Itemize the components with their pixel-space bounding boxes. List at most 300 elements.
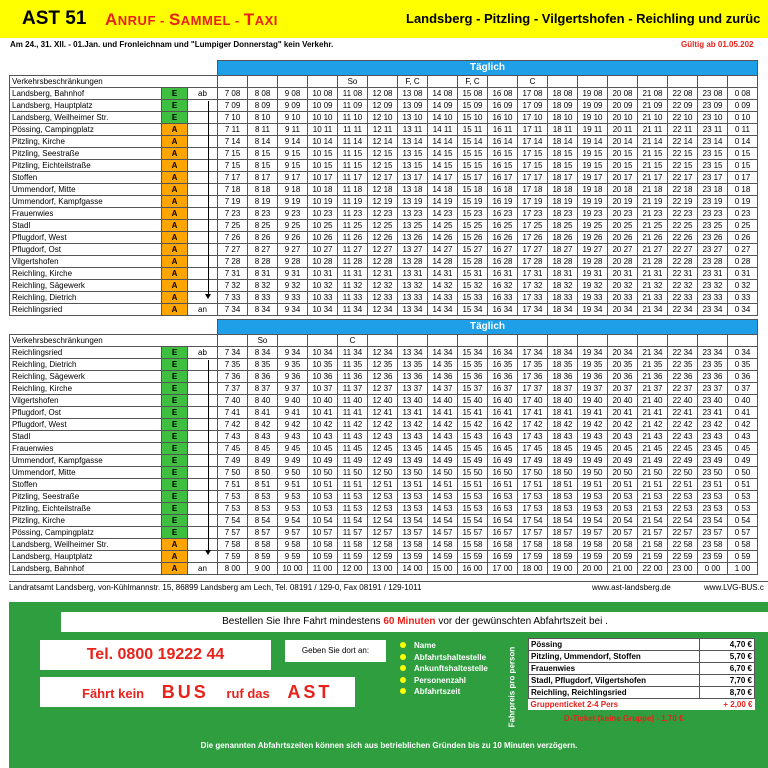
departure-time: 13 18: [398, 184, 428, 196]
departure-time: 13 10: [398, 112, 428, 124]
departure-time: 13 34: [398, 347, 428, 359]
departure-time: 10 59: [308, 551, 338, 563]
departure-time: 14 58: [428, 539, 458, 551]
departure-time: 20 42: [608, 419, 638, 431]
info-list-item: [400, 640, 488, 652]
departure-time: 12 14: [368, 136, 398, 148]
direction-arrow-line: [208, 360, 209, 552]
departure-time: 16 09: [488, 100, 518, 112]
stop-type-badge: E: [162, 443, 188, 455]
departure-time: 23 43: [698, 431, 728, 443]
departure-time: 13 53: [398, 503, 428, 515]
departure-time: 21 09: [638, 100, 668, 112]
departure-time: 8 15: [248, 148, 278, 160]
departure-time: 7 15: [218, 148, 248, 160]
departure-time: 16 41: [488, 407, 518, 419]
departure-time: 23 17: [698, 172, 728, 184]
departure-time: 18 35: [548, 359, 578, 371]
departure-time: 21 23: [638, 208, 668, 220]
departure-time: 19 53: [578, 503, 608, 515]
departure-time: 16 23: [488, 208, 518, 220]
bullet-dot-icon: [400, 677, 406, 683]
departure-time: 23 11: [698, 124, 728, 136]
restriction-cell: [458, 335, 488, 347]
stop-type-badge: A: [162, 304, 188, 316]
departure-time: 21 11: [638, 124, 668, 136]
departure-time: 19 35: [578, 359, 608, 371]
departure-time: 16 08: [488, 88, 518, 100]
departure-time: 15 37: [458, 383, 488, 395]
departure-time: 20 51: [608, 479, 638, 491]
departure-time: 9 59: [278, 551, 308, 563]
direction-marker: [188, 184, 218, 196]
departure-time: 15 18: [458, 184, 488, 196]
departure-time: 15 33: [458, 292, 488, 304]
departure-time: 10 40: [308, 395, 338, 407]
order-minutes: 60 Minuten: [383, 616, 436, 627]
departure-time: 18 33: [548, 292, 578, 304]
departure-time: 14 57: [428, 527, 458, 539]
restriction-cell: [638, 335, 668, 347]
departure-time: 0 53: [728, 491, 758, 503]
departure-time: 18 37: [548, 383, 578, 395]
restriction-cell: [368, 76, 398, 88]
stop-type-badge: A: [162, 292, 188, 304]
departure-time: 7 49: [218, 455, 248, 467]
departure-time: 8 15: [248, 160, 278, 172]
departure-time: 18 34: [548, 347, 578, 359]
departure-time: 19 40: [578, 395, 608, 407]
departure-time: 14 45: [428, 443, 458, 455]
table-row: [10, 467, 758, 479]
departure-time: 8 42: [248, 419, 278, 431]
departure-time: 23 08: [698, 88, 728, 100]
departure-time: 14 10: [428, 112, 458, 124]
departure-time: 14 54: [428, 515, 458, 527]
departure-time: 11 43: [338, 431, 368, 443]
stop-name: Pflugdorf, Ost: [10, 407, 162, 419]
departure-time: 23 33: [698, 292, 728, 304]
stop-name: Stoffen: [10, 479, 162, 491]
departure-time: 19 00: [548, 563, 578, 575]
departure-time: 21 34: [638, 347, 668, 359]
departure-time: 22 58: [668, 539, 698, 551]
departure-time: 19 25: [578, 220, 608, 232]
departure-time: 22 00: [638, 563, 668, 575]
departure-time: 22 43: [668, 431, 698, 443]
departure-time: 7 57: [218, 527, 248, 539]
restriction-cell: [398, 335, 428, 347]
departure-time: 20 31: [608, 268, 638, 280]
departure-time: 0 57: [728, 527, 758, 539]
departure-time: 16 27: [488, 244, 518, 256]
bullet-dot-icon: [400, 654, 406, 660]
departure-time: 19 32: [578, 280, 608, 292]
departure-time: 23 00: [668, 563, 698, 575]
departure-time: 8 14: [248, 136, 278, 148]
departure-time: 21 25: [638, 220, 668, 232]
departure-time: 14 59: [428, 551, 458, 563]
table-row: [10, 208, 758, 220]
restriction-cell: C: [518, 76, 548, 88]
departure-time: 9 26: [278, 232, 308, 244]
departure-time: 17 34: [518, 347, 548, 359]
departure-time: 23 54: [698, 515, 728, 527]
departure-time: 9 08: [278, 88, 308, 100]
departure-time: 8 34: [248, 347, 278, 359]
stop-name: Reichling, Sägewerk: [10, 280, 162, 292]
departure-time: 10 15: [308, 160, 338, 172]
direction-marker: [188, 395, 218, 407]
departure-time: 13 27: [398, 244, 428, 256]
departure-time: 23 37: [698, 383, 728, 395]
direction-marker: [188, 292, 218, 304]
departure-time: 17 49: [518, 455, 548, 467]
departure-time: 18 27: [548, 244, 578, 256]
stop-type-badge: A: [162, 268, 188, 280]
departure-time: 17 25: [518, 220, 548, 232]
departure-time: 18 59: [548, 551, 578, 563]
departure-time: 12 19: [368, 196, 398, 208]
departure-time: 13 19: [398, 196, 428, 208]
departure-time: 10 58: [308, 539, 338, 551]
departure-time: 7 10: [218, 112, 248, 124]
departure-time: 21 41: [638, 407, 668, 419]
address: Landratsamt Landsberg, von-Kühlmannstr. 15, 86899 Landsberg am Lech, Tel. 08191 / 129-0, Fax 08191 / 129-1011: [9, 583, 422, 592]
departure-time: 22 36: [668, 371, 698, 383]
bullet-dot-icon: [400, 642, 406, 648]
direction-marker: [188, 359, 218, 371]
info-list-text: Personenzahl: [414, 675, 467, 685]
departure-time: 15 53: [458, 491, 488, 503]
stop-type-badge: E: [162, 527, 188, 539]
direction-marker: [188, 419, 218, 431]
departure-time: 17 18: [518, 184, 548, 196]
departure-time: 20 18: [608, 184, 638, 196]
departure-time: 13 45: [398, 443, 428, 455]
departure-time: 21 33: [638, 292, 668, 304]
departure-time: 10 41: [308, 407, 338, 419]
departure-time: 0 18: [728, 184, 758, 196]
departure-time: 13 34: [398, 304, 428, 316]
departure-time: 9 49: [278, 455, 308, 467]
departure-time: 20 00: [578, 563, 608, 575]
departure-time: 11 51: [338, 479, 368, 491]
departure-time: 0 59: [728, 551, 758, 563]
info-list-text: Ankunftshaltestelle: [414, 664, 488, 673]
website-link[interactable]: www.ast-landsberg.de: [592, 583, 671, 592]
departure-time: 17 11: [518, 124, 548, 136]
restrictions-label: Verkehrsbeschränkungen: [10, 335, 218, 347]
restriction-cell: [578, 76, 608, 88]
stop-type-badge: E: [162, 503, 188, 515]
departure-time: 19 49: [578, 455, 608, 467]
departure-time: 0 34: [728, 304, 758, 316]
departure-time: 22 17: [668, 172, 698, 184]
restriction-cell: [278, 76, 308, 88]
departure-time: 19 14: [578, 136, 608, 148]
table-row: [10, 256, 758, 268]
departure-time: 13 15: [398, 148, 428, 160]
restriction-cell: F, C: [458, 76, 488, 88]
departure-time: 13 36: [398, 371, 428, 383]
departure-time: 16 45: [488, 443, 518, 455]
departure-time: 21 31: [638, 268, 668, 280]
departure-time: 8 25: [248, 220, 278, 232]
departure-time: 22 23: [668, 208, 698, 220]
departure-time: 8 57: [248, 527, 278, 539]
departure-time: 20 37: [608, 383, 638, 395]
departure-time: 20 14: [608, 136, 638, 148]
timetable-outbound: [9, 60, 758, 316]
restriction-cell: [368, 335, 398, 347]
departure-time: 22 45: [668, 443, 698, 455]
table-row: [10, 136, 758, 148]
departure-time: 21 19: [638, 196, 668, 208]
departure-time: 11 17: [338, 172, 368, 184]
departure-time: 14 36: [428, 371, 458, 383]
departure-time: 15 40: [458, 395, 488, 407]
departure-time: 14 15: [428, 160, 458, 172]
departure-time: 8 49: [248, 455, 278, 467]
departure-time: 15 35: [458, 359, 488, 371]
restriction-cell: [428, 335, 458, 347]
departure-time: 17 50: [518, 467, 548, 479]
departure-time: 7 27: [218, 244, 248, 256]
departure-time: 10 34: [308, 347, 338, 359]
stop-name: Pitzling, Eichteilstraße: [10, 503, 162, 515]
departure-time: 18 40: [548, 395, 578, 407]
fare-zone: Pössing: [529, 639, 700, 651]
departure-time: 11 11: [338, 124, 368, 136]
restriction-cell: [218, 76, 248, 88]
departure-time: 23 25: [698, 220, 728, 232]
direction-marker: [188, 160, 218, 172]
departure-time: 23 32: [698, 280, 728, 292]
departure-time: 19 43: [578, 431, 608, 443]
departure-time: 0 28: [728, 256, 758, 268]
departure-time: 11 54: [338, 515, 368, 527]
table-row: [10, 563, 758, 575]
departure-time: 16 34: [488, 347, 518, 359]
departure-time: 13 41: [398, 407, 428, 419]
departure-time: 7 50: [218, 467, 248, 479]
departure-time: 0 27: [728, 244, 758, 256]
departure-time: 11 09: [338, 100, 368, 112]
departure-time: 22 40: [668, 395, 698, 407]
departure-time: 11 35: [338, 359, 368, 371]
departure-time: 7 43: [218, 431, 248, 443]
departure-time: 21 53: [638, 491, 668, 503]
departure-time: 17 36: [518, 371, 548, 383]
departure-time: 0 19: [728, 196, 758, 208]
slogan-part: ruf das: [226, 686, 270, 701]
departure-time: 18 54: [548, 515, 578, 527]
stop-type-badge: A: [162, 256, 188, 268]
departure-time: 17 45: [518, 443, 548, 455]
departure-time: 9 34: [278, 304, 308, 316]
departure-time: 11 42: [338, 419, 368, 431]
departure-time: 12 40: [368, 395, 398, 407]
departure-time: 14 32: [428, 280, 458, 292]
direction-marker: [188, 551, 218, 563]
departure-time: 17 41: [518, 407, 548, 419]
direction-marker: [188, 136, 218, 148]
departure-time: 19 11: [578, 124, 608, 136]
departure-time: 10 14: [308, 136, 338, 148]
departure-time: 23 28: [698, 256, 728, 268]
departure-time: 10 45: [308, 443, 338, 455]
direction-marker: [188, 407, 218, 419]
departure-time: 8 23: [248, 208, 278, 220]
departure-time: 19 51: [578, 479, 608, 491]
departure-time: 11 32: [338, 280, 368, 292]
departure-time: 0 10: [728, 112, 758, 124]
restriction-cell: [698, 335, 728, 347]
direction-marker: [188, 232, 218, 244]
departure-time: 15 51: [458, 479, 488, 491]
table-row: [10, 383, 758, 395]
table-row: [10, 244, 758, 256]
departure-time: 7 53: [218, 491, 248, 503]
website-link-lvg[interactable]: www.LVG-BUS.c: [704, 583, 764, 592]
departure-time: 10 23: [308, 208, 338, 220]
departure-time: 14 11: [428, 124, 458, 136]
ast-title: [105, 10, 278, 30]
departure-time: 13 43: [398, 431, 428, 443]
stop-name: Landsberg, Hauptplatz: [10, 551, 162, 563]
departure-time: 19 31: [578, 268, 608, 280]
direction-arrow-line: [208, 101, 209, 296]
direction-marker: [188, 371, 218, 383]
departure-time: 20 34: [608, 347, 638, 359]
departure-time: 22 28: [668, 256, 698, 268]
departure-time: 0 31: [728, 268, 758, 280]
table-row: [10, 515, 758, 527]
stop-type-badge: A: [162, 148, 188, 160]
departure-time: 11 49: [338, 455, 368, 467]
departure-time: 13 57: [398, 527, 428, 539]
departure-time: 22 42: [668, 419, 698, 431]
stop-type-badge: E: [162, 431, 188, 443]
restriction-cell: [308, 335, 338, 347]
departure-time: 12 17: [368, 172, 398, 184]
departure-time: 0 49: [728, 455, 758, 467]
stop-type-badge: A: [162, 124, 188, 136]
departure-time: 7 59: [218, 551, 248, 563]
departure-time: 18 43: [548, 431, 578, 443]
departure-time: 0 08: [728, 88, 758, 100]
route-title: Landsberg - Pitzling - Vilgertshofen - Reichling und zurüc: [406, 11, 761, 26]
departure-time: 22 37: [668, 383, 698, 395]
departure-time: 13 59: [398, 551, 428, 563]
restrictions-label: Verkehrsbeschränkungen: [10, 76, 218, 88]
departure-time: 11 27: [338, 244, 368, 256]
departure-time: 13 54: [398, 515, 428, 527]
departure-time: 12 53: [368, 491, 398, 503]
stop-name: Landsberg, Hauptplatz: [10, 100, 162, 112]
departure-time: 8 37: [248, 383, 278, 395]
stop-name: Pitzling, Seestraße: [10, 148, 162, 160]
stop-name: Landsberg, Weilheimer Str.: [10, 539, 162, 551]
phone-number[interactable]: Tel. 0800 19222 44: [40, 640, 271, 670]
bullet-dot-icon: [400, 665, 406, 671]
departure-time: 9 54: [278, 515, 308, 527]
departure-time: 10 27: [308, 244, 338, 256]
departure-time: 16 33: [488, 292, 518, 304]
departure-time: 20 58: [608, 539, 638, 551]
stop-name: Landsberg, Bahnhof: [10, 563, 162, 575]
departure-time: 12 26: [368, 232, 398, 244]
stop-name: Reichling, Dietrich: [10, 359, 162, 371]
departure-time: 19 57: [578, 527, 608, 539]
line-number: AST 51: [22, 8, 87, 29]
departure-time: 8 41: [248, 407, 278, 419]
stop-type-badge: E: [162, 407, 188, 419]
departure-time: 0 34: [728, 347, 758, 359]
departure-time: 8 27: [248, 244, 278, 256]
departure-time: 13 00: [368, 563, 398, 575]
departure-time: 22 33: [668, 292, 698, 304]
departure-time: 12 31: [368, 268, 398, 280]
departure-time: 19 23: [578, 208, 608, 220]
table-row: [10, 220, 758, 232]
fare-price: 6,70 €: [700, 663, 755, 675]
departure-time: 18 34: [548, 304, 578, 316]
departure-time: 21 51: [638, 479, 668, 491]
departure-time: 17 58: [518, 539, 548, 551]
direction-marker: [188, 172, 218, 184]
departure-time: 17 19: [518, 196, 548, 208]
departure-time: 7 28: [218, 256, 248, 268]
departure-time: 14 41: [428, 407, 458, 419]
departure-time: 7 23: [218, 208, 248, 220]
table-row: [10, 419, 758, 431]
departure-time: 15 09: [458, 100, 488, 112]
departure-time: 15 26: [458, 232, 488, 244]
departure-time: 16 49: [488, 455, 518, 467]
departure-time: 15 41: [458, 407, 488, 419]
departure-time: 21 42: [638, 419, 668, 431]
departure-time: 16 19: [488, 196, 518, 208]
direction-marker: [188, 491, 218, 503]
departure-time: 18 25: [548, 220, 578, 232]
table-row: [10, 491, 758, 503]
departure-time: 0 15: [728, 148, 758, 160]
departure-time: 21 15: [638, 148, 668, 160]
stop-name: Reichling, Sägewerk: [10, 371, 162, 383]
info-list-item: [400, 686, 488, 698]
table-row: [10, 443, 758, 455]
departure-time: 0 23: [728, 208, 758, 220]
departure-time: 7 45: [218, 443, 248, 455]
departure-time: 11 15: [338, 160, 368, 172]
departure-time: 21 17: [638, 172, 668, 184]
departure-time: 15 32: [458, 280, 488, 292]
departure-time: 10 35: [308, 359, 338, 371]
table-row: [10, 268, 758, 280]
departure-time: 11 50: [338, 467, 368, 479]
order-notice: [61, 612, 768, 632]
stop-name: Pflugdorf, Ost: [10, 244, 162, 256]
group-ticket-price: + 2,00 €: [723, 700, 753, 709]
departure-time: 17 34: [518, 304, 548, 316]
ast-capital: T: [243, 10, 255, 29]
direction-marker: [188, 479, 218, 491]
delay-disclaimer: Die genannten Abfahrtszeiten können sich aus betrieblichen Gründen bis zu 10 Minuten verzögern.: [200, 741, 578, 750]
departure-time: 13 32: [398, 280, 428, 292]
departure-time: 16 36: [488, 371, 518, 383]
